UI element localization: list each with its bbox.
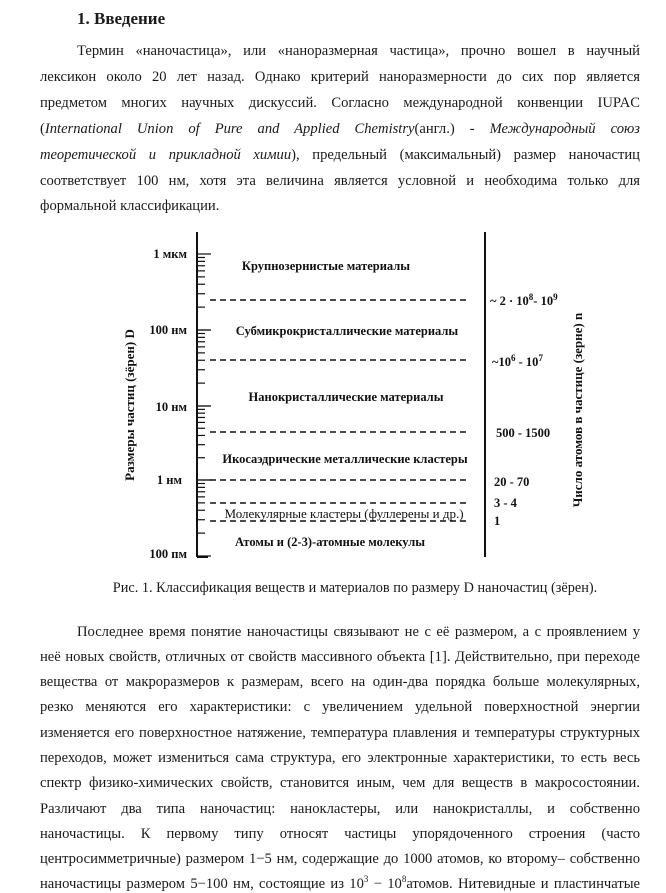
section-heading: 1. Введение bbox=[77, 9, 166, 28]
figure-caption: Рис. 1. Классификация веществ и материалов по размеру D наночастиц (зёрен). bbox=[112, 580, 598, 596]
superscript: 3 bbox=[363, 874, 369, 885]
text: ( bbox=[40, 121, 45, 137]
paragraph-line: изменяется его поверхностное натяжение, температура плавления и температуры структурных bbox=[40, 725, 640, 741]
paragraph-line: вещества от макроразмеров к размерам, всего на один-два порядка больше молекулярных, bbox=[40, 674, 640, 690]
paragraph-line bbox=[40, 875, 640, 893]
left-axis-label: Размеры частиц (зёрен) D bbox=[122, 329, 137, 481]
category-label: Нанокристаллические материалы bbox=[248, 390, 444, 404]
paragraph-line: Последнее время понятие наночастицы связывают не с её размером, а с проявлением у bbox=[77, 624, 640, 640]
tick-label: 10 нм bbox=[155, 400, 187, 414]
text: (англ.) - bbox=[414, 121, 490, 137]
text: атомов. Нитевидные и пластинчатые bbox=[406, 876, 640, 892]
paragraph-line: Различают два типа наночастиц: нанокластеры, или нанокристаллы, и собственно bbox=[40, 801, 640, 817]
paragraph-line: Термин «наночастица», или «наноразмерная частица», прочно вошел в научный bbox=[77, 43, 640, 59]
category-label: Атомы и (2-3)-атомные молекулы bbox=[234, 535, 426, 549]
paragraph-line: переходов, может измениться сама структура, его электронные характеристики, то есть весь bbox=[40, 750, 640, 766]
text: − 10 bbox=[368, 876, 402, 892]
paragraph-line: неё новых свойств, отличных от свойств массивного объекта [1]. Действительно, при переходе bbox=[40, 649, 640, 665]
text: ), предельный (максимальный) размер наночастиц bbox=[291, 147, 640, 163]
paragraph-line: лексикон около 20 лет назад. Однако критерий наноразмерности до сих пор является bbox=[40, 69, 640, 85]
superscript: 8 bbox=[401, 874, 407, 885]
category-label: Икосаэдрические металлические кластеры bbox=[222, 452, 468, 466]
tick-label: 1 нм bbox=[156, 473, 182, 487]
paragraph-line: наночастицы. К первому типу относят частицы упорядоченного строения (часто bbox=[40, 826, 640, 842]
category-label: Крупнозернистые материалы bbox=[241, 259, 411, 273]
italic-text: Международный союз bbox=[489, 121, 640, 137]
paragraph-line: резко меняются его характеристики: с увеличением удельной поверхностной энергии bbox=[40, 699, 640, 715]
paragraph-line: предметом многих научных дискуссий. Согласно международной конвенции IUPAC bbox=[40, 95, 640, 111]
atom-count: $\sim 10^6 - 10^7$ bbox=[492, 353, 543, 369]
right-axis-label: Число атомов в частице (зерне) n bbox=[570, 312, 585, 508]
paragraph-line: соответствует 100 нм, хотя эта величина является условной и необходима только для bbox=[40, 173, 640, 189]
atom-count: 20 - 70 bbox=[494, 475, 530, 489]
paragraph-line: формальной классификации. bbox=[40, 198, 220, 214]
category-label: Молекулярные кластеры (фуллерены и др.) bbox=[224, 506, 464, 521]
italic-text: теоретической и прикладной химии bbox=[40, 147, 292, 163]
text: наночастицы размером 5−100 нм, состоящие из 10 bbox=[40, 876, 364, 892]
atom-count: 500 - 1500 bbox=[496, 426, 551, 440]
tick-label: 1 мкм bbox=[153, 247, 187, 261]
category-label: Субмикрокристаллические материалы bbox=[235, 324, 459, 338]
tick-label: 100 нм bbox=[149, 323, 187, 337]
atom-count: 3 - 4 bbox=[494, 496, 517, 510]
paragraph-line: центросимметричные) размером 1−5 нм, содержащие до 1000 атомов, ко второму– собственно bbox=[40, 851, 640, 867]
paragraph-line: спектр физико-химических свойств, становится иным, чем для веществ в макросостоянии. bbox=[40, 775, 640, 791]
atom-count: 1 bbox=[494, 514, 501, 528]
italic-text: International Union of Pure and Applied Chemistry bbox=[44, 121, 415, 137]
atom-count: ~ $2 \cdot 10^8-$ $10^9$ bbox=[490, 292, 558, 308]
tick-label: 100 пм bbox=[149, 547, 187, 561]
